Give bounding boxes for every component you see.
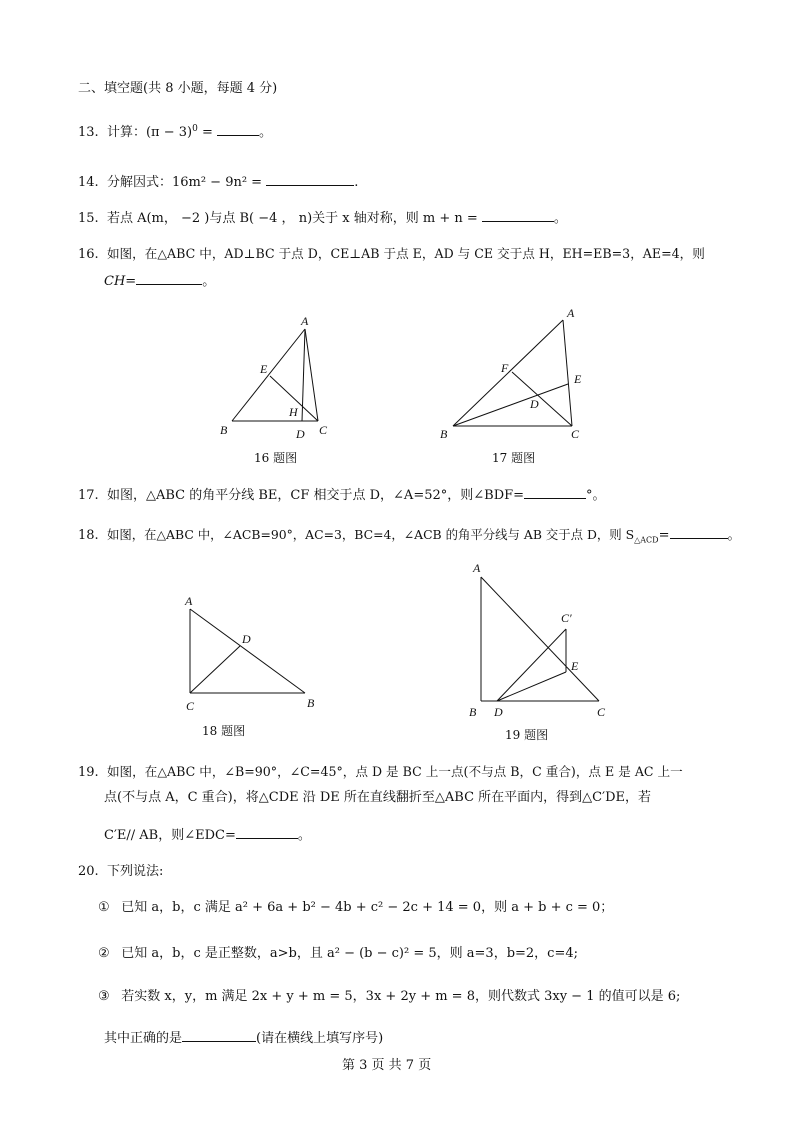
q20-answer-prefix: 其中正确的是 [104, 1031, 183, 1046]
fig16-label-c: C [319, 423, 328, 437]
fig19-label-b: B [469, 705, 477, 719]
q17-number: 17. [78, 488, 99, 503]
fig16-segment-ce [270, 376, 318, 421]
q20-item-2-mark: ② [98, 946, 110, 961]
q20-item-1-text: 已知 a，b，c 满足 a² + 6a + b² − 4b + c² − 2c + 14 = 0，则 a + b + c = 0； [121, 900, 614, 915]
fig19-label-d: D [494, 705, 503, 719]
fig17-segment-ab [453, 320, 563, 426]
q15-number: 15. [78, 211, 99, 226]
fig16-caption: 16 题图 [254, 451, 298, 465]
fig18-label-c: C [186, 699, 195, 713]
q13-equals: = [197, 125, 217, 140]
q20-item-2-text: 已知 a，b，c 是正整数，a>b，且 a² − (b − c)² = 5，则 a=3，b=2，c=4; [121, 946, 578, 961]
fig18-caption: 18 题图 [202, 724, 246, 738]
fig16-label-a: A [301, 314, 309, 328]
fig16-label-b: B [220, 423, 228, 437]
question-16 [78, 245, 705, 264]
q15-text: 若点 A(m， −2 )与点 B( −4 ， n)关于 x 轴对称，则 m + n = [106, 211, 482, 226]
q19-line3: C′E// AB，则∠EDC= [104, 828, 236, 843]
fig17-caption: 17 题图 [492, 451, 536, 465]
q19-line1: 如图，在△ABC 中，∠B=90°，∠C=45°，点 D 是 BC 上一点(不与点 B，C 重合)，点 E 是 AC 上一 [106, 764, 683, 779]
q20-intro: 下列说法: [106, 864, 164, 879]
q17-answer-blank[interactable] [524, 486, 586, 499]
question-19 [78, 763, 683, 782]
q20-item-2 [98, 945, 578, 963]
q19-answer-blank[interactable] [236, 826, 298, 839]
fig17-label-d: D [530, 397, 539, 411]
q20-item-1 [98, 899, 613, 917]
q17-text: 如图，△ABC 的角平分线 BE，CF 相交于点 D，∠A=52°，则∠BDF= [106, 488, 525, 503]
q16-number: 16. [78, 247, 99, 262]
section-title: 二、填空题(共 8 小题，每题 4 分) [78, 81, 278, 96]
fig18-label-b: B [307, 696, 315, 710]
question-13 [78, 123, 272, 142]
fig19-segment-de [497, 672, 566, 701]
fig16-label-e: E [260, 362, 268, 376]
fig19-label-c: C [597, 705, 606, 719]
q15-answer-blank[interactable] [482, 209, 554, 222]
q18-text: 如图，在△ABC 中，∠ACB=90°，AC=3，BC=4，∠ACB 的角平分线与 AB 交于点 D，则 S [106, 527, 635, 542]
q17-end: °。 [586, 488, 606, 503]
q16-end: 。 [202, 274, 216, 289]
q13-end: 。 [258, 125, 272, 140]
q19-end: 。 [297, 828, 311, 843]
fig17-segment-cf [512, 372, 572, 426]
q14-answer-blank[interactable] [266, 173, 354, 186]
fig16-label-d: D [296, 427, 305, 441]
q14-end: . [354, 175, 359, 190]
q20-item-3 [98, 988, 680, 1006]
question-19-line2: 点(不与点 A，C 重合)，将△CDE 沿 DE 所在直线翻折至△ABC 所在平面内，得到△C′DE，若 [104, 790, 651, 805]
q15-end: 。 [553, 211, 567, 226]
q13-exponent: 0 [192, 124, 198, 134]
fig16-segment-ac [305, 329, 318, 421]
q16-answer-blank[interactable] [136, 272, 202, 285]
fig16-segment-ab [232, 329, 305, 421]
q16-line1: 如图，在△ABC 中，AD⊥BC 于点 D，CE⊥AB 于点 E，AD 与 CE 交于点 H，EH=EB=3，AE=4，则 [106, 246, 705, 261]
q14-number: 14. [78, 175, 99, 190]
fig19-label-a: A [473, 561, 481, 575]
q14-text: 分解因式：16m² − 9n² = [106, 175, 267, 190]
fig17-label-e: E [574, 372, 582, 386]
fig17-label-f: F [501, 361, 509, 375]
q16-line2: CH= [104, 274, 137, 289]
fig19-label-cprime: C′ [561, 611, 572, 625]
question-16-cont [104, 272, 215, 291]
fig19-caption: 19 题图 [505, 728, 549, 742]
q20-answer-suffix: (请在横线上填写序号) [256, 1031, 384, 1046]
q20-item-3-text: 若实数 x，y，m 满足 2x + y + m = 5，3x + 2y + m = 8，则代数式 3xy − 1 的值可以是 6; [121, 989, 681, 1004]
q18-answer-blank[interactable] [670, 526, 728, 539]
q20-answer-blank[interactable] [182, 1029, 256, 1042]
q13-answer-blank[interactable] [217, 123, 259, 136]
question-20 [78, 863, 163, 881]
fig19-segment-dcprime [497, 629, 566, 701]
fig18-segment-cd [190, 646, 240, 693]
fig17-label-c: C [571, 427, 580, 441]
q20-item-1-mark: ① [98, 900, 110, 915]
fig17-segment-be [453, 384, 568, 426]
q18-end: 。 [727, 528, 741, 543]
q20-number: 20. [78, 864, 99, 879]
fig17-segment-ac [563, 320, 572, 426]
q18-equals: = [658, 528, 670, 543]
question-15 [78, 209, 567, 228]
fig19-segment-ac [481, 577, 599, 701]
question-14 [78, 173, 358, 192]
q18-subscript: △ACD [634, 535, 659, 545]
fig18-segment-ab [190, 609, 305, 693]
fig16-label-h: H [289, 405, 298, 419]
fig19-label-e: E [571, 659, 579, 673]
question-19-line3 [104, 826, 311, 845]
question-17 [78, 486, 606, 505]
fig18-label-a: A [185, 594, 193, 608]
page-footer: 第 3 页 共 7 页 [342, 1058, 432, 1073]
q20-answer-line [104, 1029, 383, 1048]
fig17-label-a: A [567, 306, 575, 320]
question-18 [78, 526, 741, 550]
q13-text: 计算：(π − 3) [106, 125, 193, 140]
fig18-label-d: D [242, 632, 251, 646]
q18-number: 18. [78, 528, 99, 543]
q13-number: 13. [78, 125, 99, 140]
fig16-segment-ad [302, 329, 305, 421]
q20-item-3-mark: ③ [98, 989, 110, 1004]
q19-number: 19. [78, 765, 99, 780]
fig17-label-b: B [440, 427, 448, 441]
